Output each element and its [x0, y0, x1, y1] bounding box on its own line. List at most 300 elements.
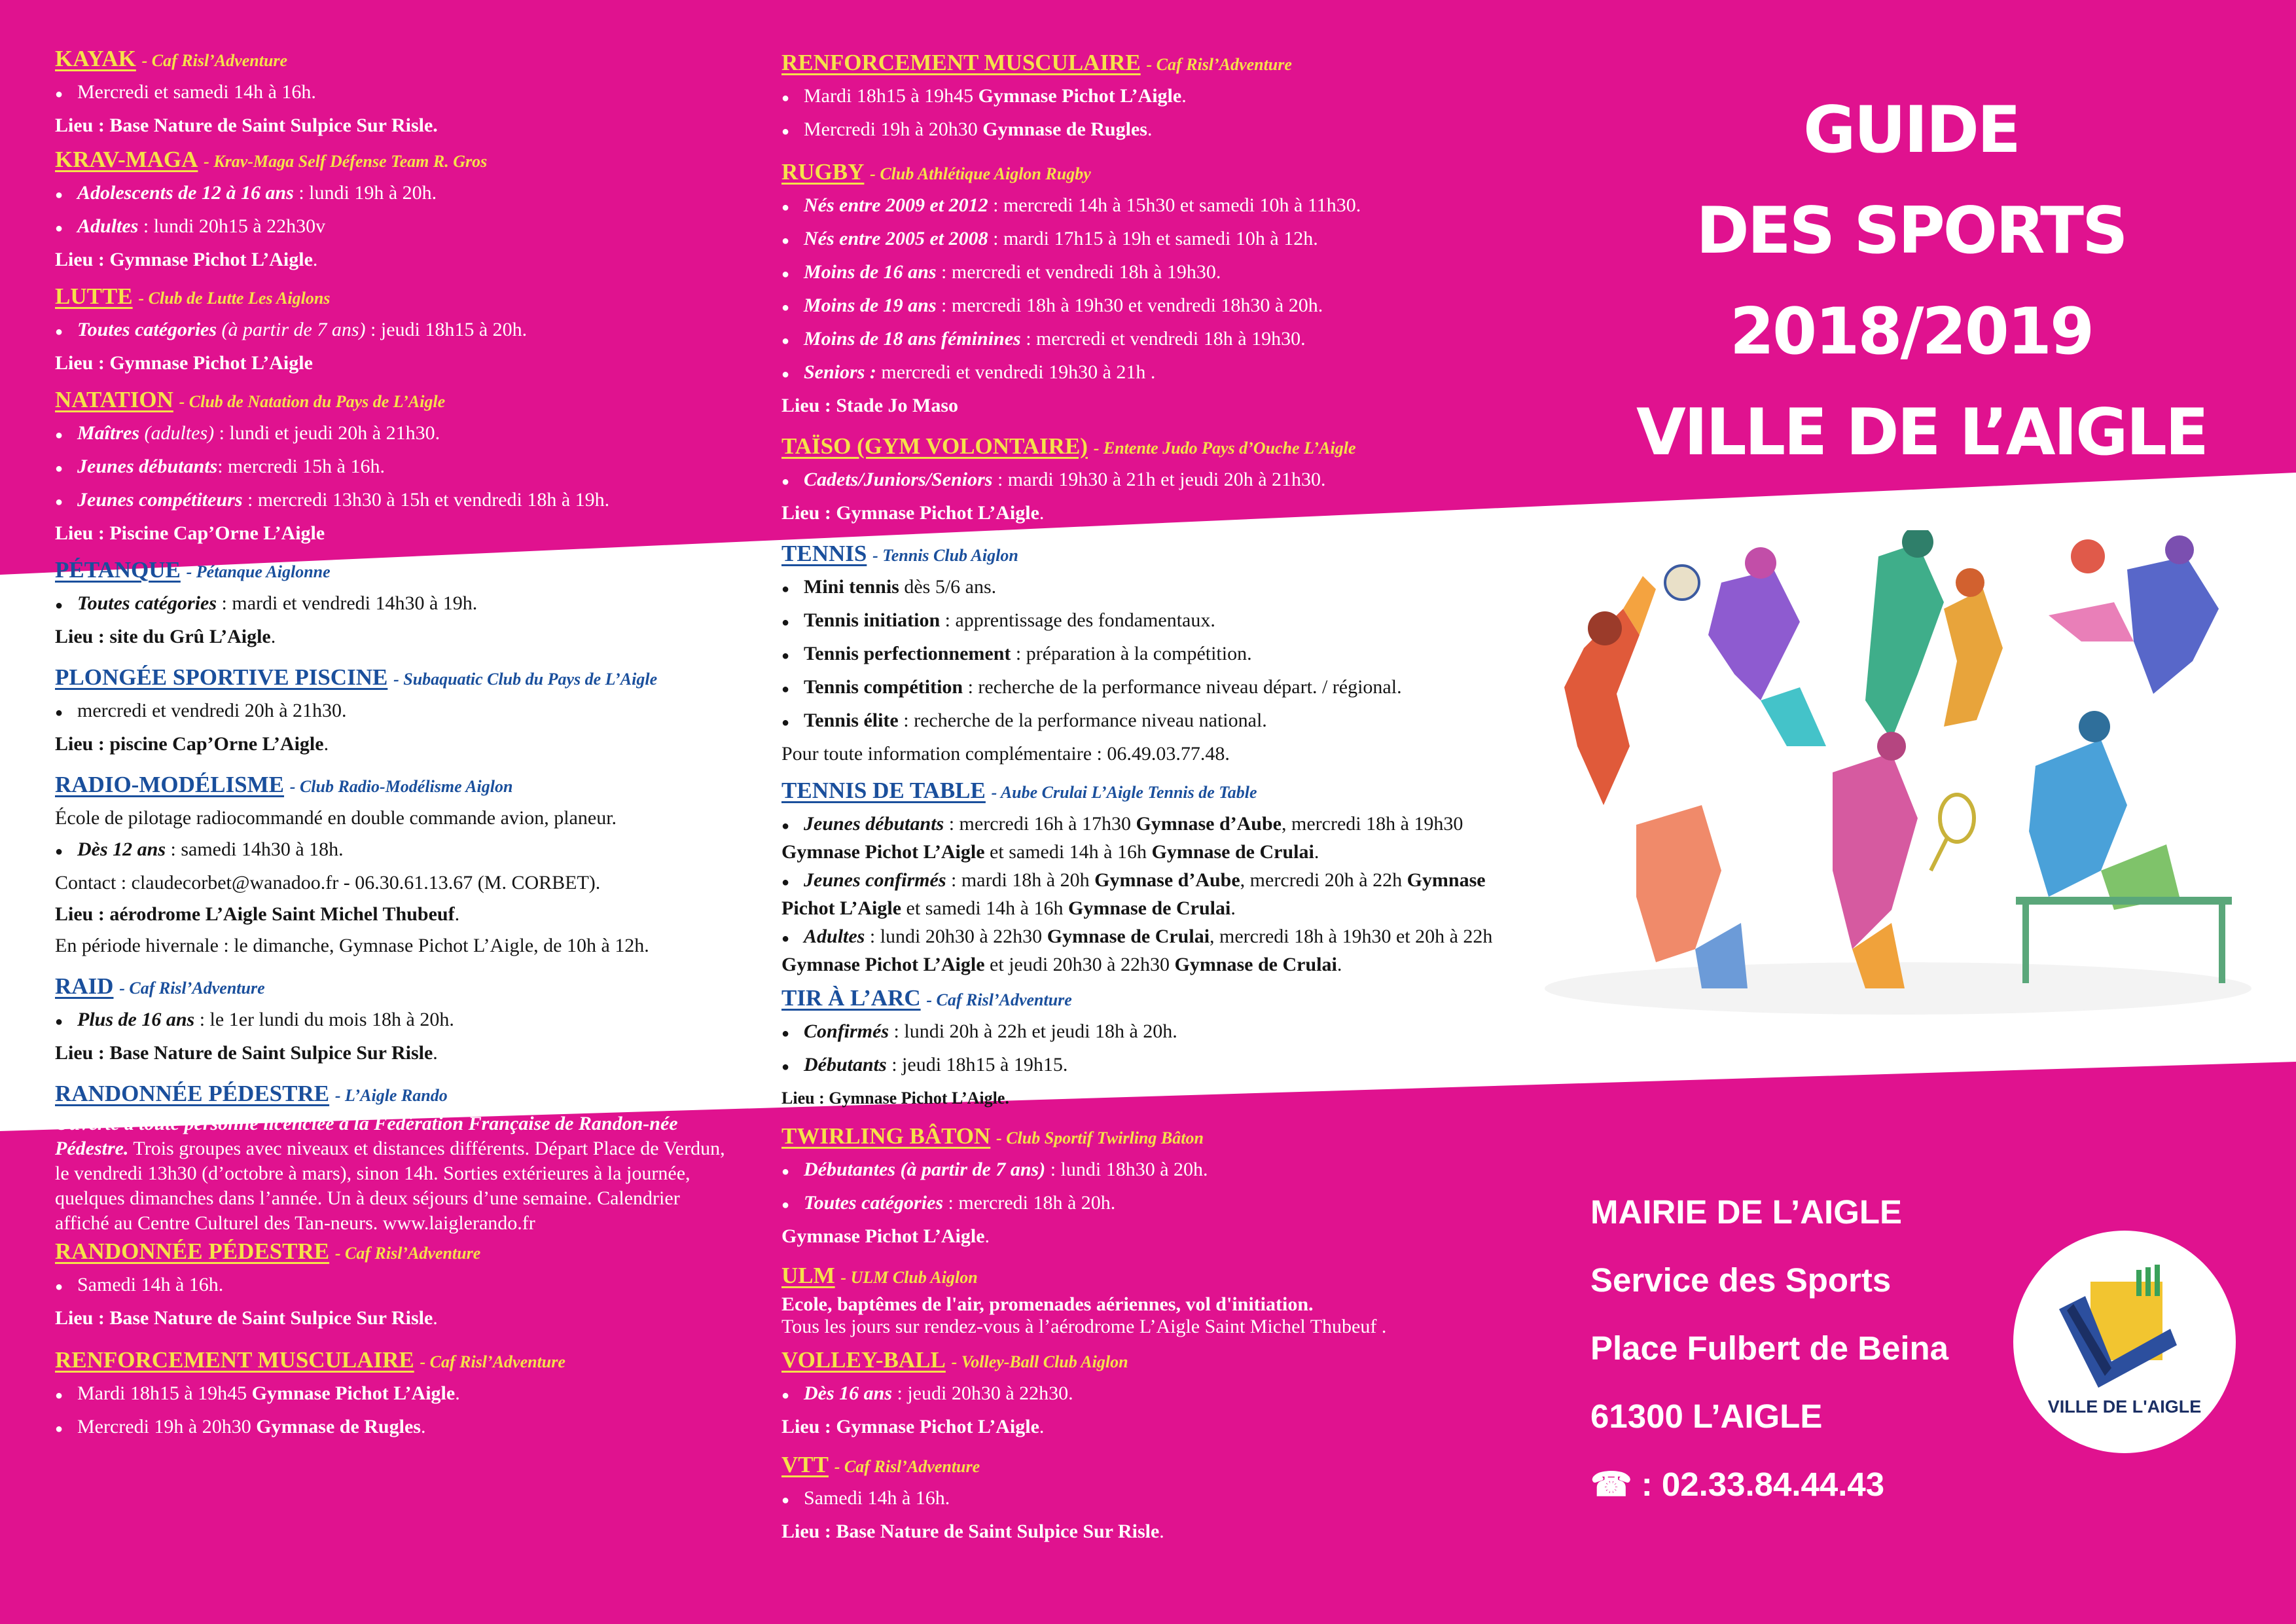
text-run: Maîtres [77, 422, 140, 444]
text-run: Nés entre 2005 et 2008 [804, 228, 988, 249]
tennis-racket-icon [1940, 795, 1974, 842]
guide-title [1636, 80, 2207, 483]
club-name: - Club Sportif Twirling Bâton [996, 1128, 1204, 1147]
bullet-icon: ● [55, 325, 63, 339]
text-run: : jeudi 18h15 à 19h15. [886, 1054, 1068, 1075]
info-line [781, 1411, 1528, 1443]
tennis-player-head [1877, 732, 1906, 761]
text-run: : lundi 19h à 20h. [293, 182, 437, 204]
runner-two-figure [1944, 589, 2003, 727]
hurdle-leg-right [2219, 905, 2225, 983]
text-run: Plus de 16 ans [77, 1009, 195, 1030]
club-name: - Volley-Ball Club Aiglon [951, 1352, 1128, 1371]
sport-header [55, 1344, 736, 1378]
volleyball-player-leg [1761, 687, 1826, 746]
sport-header [55, 384, 736, 418]
text-run: : mercredi 16h à 17h30 [944, 813, 1136, 835]
ville-de-laigle-logo [2013, 1231, 2236, 1453]
sport-header [781, 1121, 1528, 1154]
text-run: : mercredi 13h30 à 15h et vendredi 18h à 19h. [242, 489, 610, 511]
schedule-line [55, 451, 736, 484]
text-run: . [323, 733, 329, 755]
sport-title: RANDONNÉE PÉDESTRE [55, 1238, 330, 1264]
schedule-line [781, 81, 1528, 114]
bullet-icon: ● [781, 931, 790, 946]
text-run: Gymnase d’Aube [1136, 813, 1282, 835]
text-run: : recherche de la performance niveau national. [898, 710, 1267, 731]
bullet-icon: ● [781, 334, 790, 348]
description-paragraph [55, 1111, 736, 1236]
info-line [55, 930, 736, 962]
club-name: - L’Aigle Rando [334, 1086, 448, 1105]
text-run: (à partir de 7 ans) [217, 319, 366, 340]
text-run: Pour toute information complémentaire : 06.49.03.77.48. [781, 743, 1230, 765]
text-run: Ecole, baptêmes de l'air, promenades aériennes, vol d'initiation. [781, 1293, 1314, 1315]
text-run: Tennis initiation [804, 609, 941, 631]
runner-two-head [1956, 568, 1984, 597]
bullet-icon: ● [55, 706, 63, 720]
bullet-icon: ● [55, 1422, 63, 1436]
text-run: Nés entre 2009 et 2012 [804, 194, 988, 216]
text-run: Dès 12 ans [77, 839, 166, 860]
club-name: - Caf Risl’Adventure [834, 1457, 980, 1476]
text-run: , mercredi 20h à 22h [1240, 869, 1407, 891]
text-run: Gymnase Pichot L’Aigle [781, 954, 985, 975]
soccer-ball-icon [2071, 539, 2105, 573]
bullet-icon: ● [781, 819, 790, 833]
sport-header [55, 281, 736, 314]
text-run: : apprentissage des fondamentaux. [940, 609, 1215, 631]
text-run: . [1181, 85, 1187, 107]
runner-figure [1865, 543, 1944, 740]
text-run: Mardi 18h15 à 19h45 [77, 1382, 252, 1404]
schedule-line [781, 705, 1528, 738]
sport-header [55, 1078, 736, 1111]
text-run: : mercredi 14h à 15h30 et samedi 10h à 11h30. [988, 194, 1361, 216]
text-run: Toutes catégories [77, 319, 217, 340]
text-run: . [433, 1042, 438, 1064]
bullet-icon: ● [781, 715, 790, 730]
text-run: Toutes catégories [804, 1192, 944, 1214]
text-run: mercredi et vendredi 20h à 21h30. [77, 700, 347, 721]
sport-title: LUTTE [55, 283, 133, 309]
bullet-icon: ● [55, 461, 63, 476]
bullet-icon: ● [781, 475, 790, 489]
contact-street: Place Fulbert de Beina [1590, 1329, 1949, 1367]
text-run: Lieu : Gymnase Pichot L’Aigle [55, 249, 313, 270]
info-line [55, 518, 736, 549]
schedule-line [55, 177, 736, 211]
text-run: Lieu : Gymnase Pichot L’Aigle [781, 1416, 1039, 1437]
text-run: : lundi 20h à 22h et jeudi 18h à 20h. [889, 1020, 1177, 1042]
text-run: Mercredi et samedi 14h à 16h. [77, 81, 316, 103]
text-run: Lieu : Base Nature de Saint Sulpice Sur Risle [55, 1307, 433, 1329]
schedule-line [55, 695, 736, 729]
text-run: . [1314, 841, 1319, 863]
club-name: - Club de Natation du Pays de L’Aigle [179, 392, 446, 411]
volleyball-player-head [1745, 547, 1776, 579]
info-line [55, 244, 736, 276]
sport-entry [781, 156, 1528, 422]
text-run: : mardi 17h15 à 19h et samedi 10h à 12h. [988, 228, 1318, 249]
schedule-line [781, 357, 1528, 390]
text-run: : lundi et jeudi 20h à 21h30. [214, 422, 440, 444]
sport-entry [781, 431, 1528, 529]
club-name: - Pétanque Aiglonne [186, 562, 331, 581]
text-run: Lieu : site du Grû L’Aigle [55, 626, 271, 647]
club-name: - Caf Risl’Adventure [1146, 55, 1292, 74]
bullet-icon: ● [55, 495, 63, 509]
sport-header [781, 775, 1528, 808]
text-run: Tennis élite [804, 710, 899, 731]
sport-entry [55, 281, 736, 379]
text-run: : mercredi 18h à 19h30 et vendredi 18h30 à 20h. [936, 295, 1323, 316]
info-line [781, 1083, 1528, 1114]
text-run: Gymnase Pichot L’Aigle [781, 869, 1486, 919]
sport-title: ULM [781, 1263, 835, 1288]
text-run: Gymnase de Crulai [1047, 926, 1210, 947]
club-name: - Aube Crulai L’Aigle Tennis de Table [991, 783, 1257, 802]
text-run: . [455, 1382, 460, 1404]
schedule-line [781, 571, 1528, 605]
sport-title: RUGBY [781, 159, 865, 185]
bullet-icon: ● [781, 91, 790, 105]
guide-title-line: DES SPORTS [1696, 194, 2126, 268]
sport-entry [55, 43, 736, 141]
info-line [781, 1316, 1528, 1338]
text-run: . [270, 626, 276, 647]
text-run: . [984, 1225, 990, 1247]
text-run: : mardi et vendredi 14h30 à 19h. [217, 592, 478, 614]
bullet-icon: ● [55, 87, 63, 101]
text-run: Lieu : piscine Cap’Orne L’Aigle [55, 733, 324, 755]
eagle-logo-icon [2013, 1231, 2236, 1453]
text-run: Lieu : Stade Jo Maso [781, 395, 958, 416]
club-name: - Caf Risl’Adventure [334, 1244, 481, 1263]
sport-header [781, 983, 1528, 1016]
club-name: - Club de Lutte Les Aiglons [138, 289, 331, 308]
sport-entry [781, 1344, 1528, 1443]
schedule-line [781, 464, 1528, 497]
sport-title: VTT [781, 1452, 829, 1477]
schedule-line [781, 867, 1528, 921]
text-run: . [1039, 1416, 1045, 1437]
info-line [781, 390, 1528, 422]
text-run: Gymnase de Crulai [1151, 841, 1314, 863]
text-run: : mercredi 18h à 20h. [943, 1192, 1116, 1214]
sport-entry [781, 1449, 1528, 1547]
text-run: . [454, 903, 460, 925]
sport-header [781, 538, 1528, 571]
text-run: Moins de 18 ans féminines [804, 328, 1021, 350]
schedule-line [781, 1049, 1528, 1083]
club-name: - Tennis Club Aiglon [872, 546, 1018, 565]
text-run: Tennis perfectionnement [804, 643, 1011, 664]
text-run: Mercredi 19h à 20h30 [77, 1416, 257, 1437]
text-run: Lieu : Gymnase Pichot L’Aigle [781, 502, 1039, 524]
info-line [55, 1038, 736, 1069]
sport-header [55, 769, 736, 803]
text-run: Jeunes débutants [804, 813, 944, 835]
text-run: Adultes [804, 926, 865, 947]
sport-title: RENFORCEMENT MUSCULAIRE [781, 50, 1141, 75]
bullet-icon: ● [781, 1026, 790, 1041]
bullet-icon: ● [781, 1164, 790, 1179]
soccer-player-leg [2049, 602, 2134, 641]
text-run: : mercredi 15h à 16h. [217, 456, 385, 477]
bullet-icon: ● [781, 267, 790, 281]
text-run: dès 5/6 ans. [899, 576, 997, 598]
sport-entry [781, 538, 1528, 770]
text-run: . [1039, 502, 1045, 524]
info-line [55, 621, 736, 653]
text-run: Mardi 18h15 à 19h45 [804, 85, 978, 107]
contact-name: MAIRIE DE L’AIGLE [1590, 1193, 1903, 1231]
club-name: - Club Athlétique Aiglon Rugby [870, 164, 1091, 183]
contact-service: Service des Sports [1590, 1261, 1892, 1299]
sport-title: TENNIS DE TABLE [781, 778, 986, 803]
sport-entry [55, 1236, 736, 1334]
sports-figures-illustration [1525, 530, 2271, 1028]
column-middle [781, 47, 1528, 1554]
info-line [55, 348, 736, 379]
text-run: Seniors : [804, 361, 876, 383]
sport-header [55, 971, 736, 1004]
club-name: - Club Radio-Modélisme Aiglon [289, 777, 513, 796]
schedule-line [55, 1004, 736, 1038]
text-run: . [312, 249, 318, 270]
text-run: : mardi 19h30 à 21h et jeudi 20h à 21h30. [992, 469, 1326, 490]
club-name: - Subaquatic Club du Pays de L’Aigle [393, 670, 658, 689]
text-run: : recherche de la performance niveau départ. / régional. [963, 676, 1402, 698]
text-run: Cadets/Juniors/Seniors [804, 469, 993, 490]
text-run: : mardi 18h à 20h [946, 869, 1095, 891]
bullet-icon: ● [781, 200, 790, 215]
schedule-line [781, 924, 1528, 977]
contact-city: 61300 L’AIGLE [1590, 1398, 1823, 1435]
bullet-icon: ● [781, 875, 790, 890]
sport-entry [55, 1111, 736, 1236]
sport-title: VOLLEY-BALL [781, 1347, 946, 1373]
info-line [781, 1221, 1528, 1252]
sport-title: TENNIS [781, 541, 867, 566]
sport-header [55, 662, 736, 695]
schedule-line [55, 484, 736, 518]
text-run: Mini tennis [804, 576, 899, 598]
text-run: . [1159, 1521, 1164, 1542]
text-run: . [1147, 118, 1153, 140]
bullet-icon: ● [55, 844, 63, 859]
schedule-line [781, 672, 1528, 705]
text-run: Gymnase Pichot L’Aigle [251, 1382, 456, 1404]
sport-header [781, 156, 1528, 190]
text-run: Adultes [77, 215, 139, 237]
club-name: - Caf Risl’Adventure [420, 1352, 565, 1371]
text-run: . [1336, 954, 1342, 975]
sport-entry [781, 1260, 1528, 1338]
bullet-icon: ● [781, 124, 790, 139]
schedule-line [781, 1187, 1528, 1221]
text-run: Tennis compétition [804, 676, 963, 698]
schedule-line [55, 1378, 736, 1411]
text-run: Toutes catégories [77, 592, 217, 614]
sport-title: PLONGÉE SPORTIVE PISCINE [55, 664, 388, 690]
bullet-icon: ● [55, 188, 63, 202]
sport-header [55, 554, 736, 588]
sport-header [55, 144, 736, 177]
sport-title: RADIO-MODÉLISME [55, 772, 285, 797]
schedule-line [781, 290, 1528, 323]
text-run: Contact : claudecorbet@wanadoo.fr - 06.30.61.13.67 (M. CORBET). [55, 872, 601, 893]
soccer-player-figure [2127, 556, 2219, 694]
bullet-icon: ● [55, 1388, 63, 1403]
sport-entry [55, 769, 736, 962]
text-run: Dès 16 ans [804, 1382, 893, 1404]
text-run: Samedi 14h à 16h. [77, 1274, 224, 1295]
bullet-icon: ● [781, 300, 790, 315]
text-run: Débutants [804, 1054, 887, 1075]
bullet-icon: ● [781, 367, 790, 382]
bullet-icon: ● [781, 1198, 790, 1212]
info-line [781, 1516, 1528, 1547]
sport-title: TAÏSO (GYM VOLONTAIRE) [781, 433, 1088, 459]
text-run: Gymnase Pichot L’Aigle [781, 841, 985, 863]
contact-phone[interactable]: ☎ : 02.33.84.44.43 [1590, 1466, 1885, 1503]
text-run: Mercredi 19h à 20h30 [804, 118, 983, 140]
text-run: : jeudi 18h15 à 20h. [365, 319, 528, 340]
text-run: Jeunes confirmés [804, 869, 946, 891]
info-line [55, 899, 736, 930]
sport-header [55, 43, 736, 77]
text-run: , mercredi 18h à 19h30 et 20h à 22h [1210, 926, 1493, 947]
text-run: Gymnase de Crulai [1068, 897, 1231, 919]
schedule-line [55, 588, 736, 621]
club-name: - Caf Risl’Adventure [926, 990, 1072, 1009]
text-run: . [433, 1307, 438, 1329]
sport-title: RANDONNÉE PÉDESTRE [55, 1081, 330, 1106]
text-run: : mercredi et vendredi 18h à 19h30. [936, 261, 1221, 283]
sport-header [781, 47, 1528, 81]
text-run: : mercredi et vendredi 18h à 19h30. [1020, 328, 1306, 350]
tennis-racket-handle [1931, 838, 1947, 871]
info-line [55, 729, 736, 760]
text-run: : jeudi 20h30 à 22h30. [892, 1382, 1073, 1404]
sport-title: KRAV-MAGA [55, 147, 198, 172]
bullet-icon: ● [781, 1388, 790, 1403]
text-run: Tous les jours sur rendez-vous à l’aérodrome L’Aigle Saint Michel Thubeuf . [781, 1316, 1387, 1337]
text-run: mercredi et vendredi 19h30 à 21h . [876, 361, 1156, 383]
sport-entry [55, 662, 736, 760]
sport-title: KAYAK [55, 46, 136, 71]
sport-header [55, 1236, 736, 1269]
sport-entry [55, 971, 736, 1069]
bullet-icon: ● [55, 428, 63, 442]
bullet-icon: ● [55, 1015, 63, 1029]
schedule-line [55, 1411, 736, 1445]
paragraph-run: Ouverte à toute personne licenciée à la Fédération Française de Randon-née Pédestre. [55, 1113, 678, 1159]
column-left [55, 43, 736, 1455]
club-name: - Entente Judo Pays d’Ouche L’Aigle [1093, 439, 1356, 458]
text-run: : lundi 20h30 à 22h30 [865, 926, 1047, 947]
bullet-icon: ● [55, 221, 63, 236]
sport-entry [781, 775, 1528, 977]
text-run: . [420, 1416, 426, 1437]
basketball-player-head [1588, 611, 1622, 645]
bullet-icon: ● [781, 649, 790, 663]
sport-entry [781, 1121, 1528, 1252]
text-run: Confirmés [804, 1020, 889, 1042]
schedule-line [781, 223, 1528, 257]
sport-title: NATATION [55, 387, 173, 412]
schedule-line [55, 834, 736, 867]
gymnast-leg [1695, 923, 1748, 988]
bullet-icon: ● [781, 682, 790, 696]
text-run: Lieu : Gymnase Pichot L’Aigle [55, 352, 313, 374]
hurdle-bar [2016, 897, 2232, 905]
guide-title-line: GUIDE [1803, 93, 2019, 168]
info-line [55, 110, 736, 141]
text-run: Gymnase Pichot L’Aigle [781, 1225, 985, 1247]
sport-header [781, 1260, 1528, 1293]
schedule-line [781, 605, 1528, 638]
sport-header [781, 1344, 1528, 1378]
text-run: et samedi 14h à 16h [984, 841, 1152, 863]
text-run: , mercredi 18h à 19h30 [1282, 813, 1463, 835]
text-run: Lieu : Gymnase Pichot L’Aigle. [781, 1089, 1009, 1108]
text-run: Lieu : Base Nature de Saint Sulpice Sur Risle. [55, 115, 438, 136]
schedule-line [781, 1154, 1528, 1187]
info-line [781, 738, 1528, 770]
schedule-line [781, 1483, 1528, 1516]
logo-caption: VILLE DE L'AIGLE [2047, 1397, 2202, 1416]
text-run: Jeunes compétiteurs [77, 489, 243, 511]
info-line [55, 867, 736, 899]
paragraph-run: Trois groupes avec niveaux et distances différents. Départ Place de Verdun, le vendredi 13h30 (d’octobre à mars), sinon 14h. Sorties extérieures à la journée, quelques dimanches dans l’année. Un à deux séjours d’une semaine. Calendrier affiché au Centre Culturel des Tan-neurs. www.laiglerando.fr [55, 1138, 725, 1234]
info-line [55, 1303, 736, 1334]
tennis-player-figure [1833, 753, 1918, 949]
text-run: Lieu : Base Nature de Saint Sulpice Sur Risle [55, 1042, 433, 1064]
text-run: . [1230, 897, 1236, 919]
text-run: et samedi 14h à 16h [901, 897, 1068, 919]
bullet-icon: ● [55, 598, 63, 613]
text-run: Gymnase de Crulai [1174, 954, 1337, 975]
schedule-line [781, 1016, 1528, 1049]
text-run: Gymnase d’Aube [1094, 869, 1240, 891]
text-run: Moins de 16 ans [804, 261, 937, 283]
bullet-icon: ● [781, 1493, 790, 1507]
schedule-line [55, 1269, 736, 1303]
text-run: En période hivernale : le dimanche, Gymnase Pichot L’Aigle, de 10h à 12h. [55, 935, 649, 956]
text-run: (adultes) [139, 422, 215, 444]
volleyball-player-figure [1708, 569, 1800, 700]
text-run: : samedi 14h30 à 18h. [166, 839, 344, 860]
soccer-player-head [2165, 535, 2194, 564]
text-run: : lundi 18h30 à 20h. [1045, 1159, 1208, 1180]
schedule-line [55, 77, 736, 110]
schedule-line [781, 114, 1528, 147]
text-run: Adolescents de 12 à 16 ans [77, 182, 294, 204]
text-run: : le 1er lundi du mois 18h à 20h. [194, 1009, 454, 1030]
hurdle-leg-left [2022, 905, 2029, 983]
sport-entry [55, 384, 736, 549]
sport-entry [781, 983, 1528, 1114]
text-run: Moins de 19 ans [804, 295, 937, 316]
schedule-line [781, 1378, 1528, 1411]
text-run: Lieu : Piscine Cap’Orne L’Aigle [55, 522, 325, 544]
text-run: : lundi 20h15 à 22h30v [138, 215, 326, 237]
sport-title: RAID [55, 973, 114, 999]
text-run: et jeudi 20h30 à 22h30 [984, 954, 1175, 975]
